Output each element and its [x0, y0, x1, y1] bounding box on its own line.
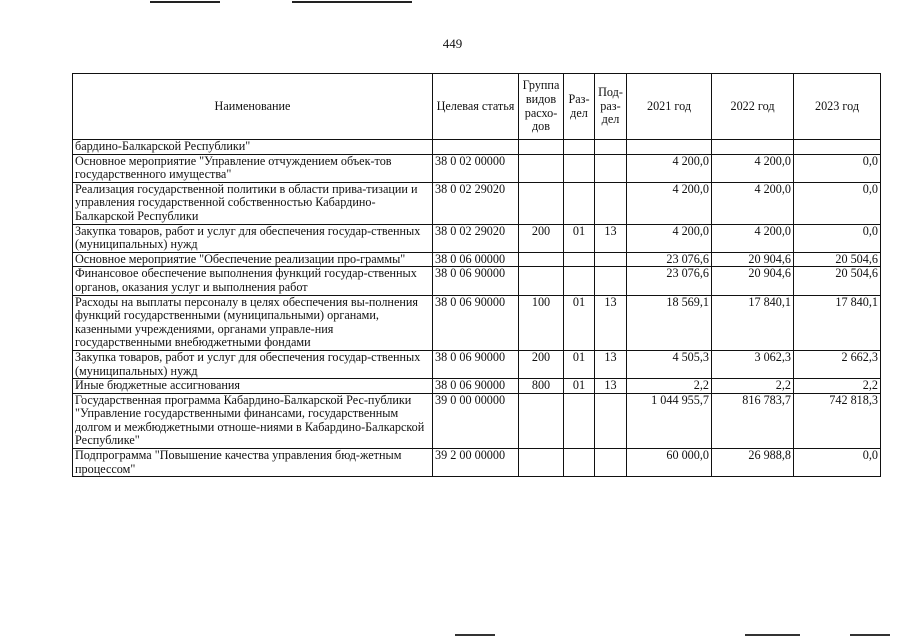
row-name: Финансовое обеспечение выполнения функций государ-ственных органов, оказания услуг и выполнения работ: [73, 267, 433, 295]
row-target-article: 38 0 02 29020: [433, 182, 519, 224]
row-2021: 18 569,1: [627, 295, 712, 350]
row-name: Подпрограмма "Повышение качества управления бюд-жетным процессом": [73, 449, 433, 477]
row-2022: 816 783,7: [712, 393, 794, 448]
row-2023: 0,0: [794, 154, 881, 182]
row-target-article: 38 0 06 90000: [433, 350, 519, 378]
row-name: Реализация государственной политики в области прива-тизации и управления государственной собственностью Кабардино-Балкарской Республики: [73, 182, 433, 224]
row-name: Расходы на выплаты персоналу в целях обеспечения вы-полнения функций государственными (муниципальными) органами, казенными учреждениями, органами управле-ния государственными внебюджетными фондами: [73, 295, 433, 350]
row-2023: 20 504,6: [794, 267, 881, 295]
row-subsection: 13: [595, 350, 627, 378]
header-target-article: Целевая статья: [433, 74, 519, 140]
row-expense-group: [519, 140, 564, 155]
header-expense-group: Группа видов расхо-дов: [519, 74, 564, 140]
row-2022: 20 904,6: [712, 267, 794, 295]
row-expense-group: [519, 267, 564, 295]
header-name: Наименование: [73, 74, 433, 140]
row-2021: 4 505,3: [627, 350, 712, 378]
row-target-article: 39 2 00 00000: [433, 449, 519, 477]
row-2022: 4 200,0: [712, 224, 794, 252]
scan-mark-bottom: [850, 634, 890, 636]
row-2023: 2 662,3: [794, 350, 881, 378]
row-2023: 0,0: [794, 449, 881, 477]
row-2021: 4 200,0: [627, 224, 712, 252]
row-section: 01: [564, 224, 595, 252]
table-row: [73, 393, 881, 448]
row-2023: 0,0: [794, 182, 881, 224]
row-2022: 17 840,1: [712, 295, 794, 350]
row-2021: 60 000,0: [627, 449, 712, 477]
row-subsection: [595, 393, 627, 448]
scan-mark-top-right: [292, 1, 412, 3]
header-section: Раз-дел: [564, 74, 595, 140]
row-2023: 2,2: [794, 379, 881, 394]
row-2023: [794, 140, 881, 155]
row-subsection: 13: [595, 379, 627, 394]
scan-mark-bottom: [455, 634, 495, 636]
row-2023: 742 818,3: [794, 393, 881, 448]
row-section: [564, 267, 595, 295]
header-subsection: Под-раз-дел: [595, 74, 627, 140]
row-name: Иные бюджетные ассигнования: [73, 379, 433, 394]
row-2022: 4 200,0: [712, 182, 794, 224]
row-2022: 4 200,0: [712, 154, 794, 182]
row-expense-group: 100: [519, 295, 564, 350]
row-section: [564, 154, 595, 182]
row-name: Закупка товаров, работ и услуг для обеспечения государ-ственных (муниципальных) нужд: [73, 224, 433, 252]
table-row: [73, 350, 881, 378]
row-name: Основное мероприятие "Управление отчуждением объек-тов государственного имущества": [73, 154, 433, 182]
row-section: [564, 449, 595, 477]
row-expense-group: [519, 393, 564, 448]
row-2022: [712, 140, 794, 155]
row-2023: 20 504,6: [794, 252, 881, 267]
row-section: [564, 182, 595, 224]
row-section: [564, 393, 595, 448]
row-subsection: 13: [595, 224, 627, 252]
header-2022: 2022 год: [712, 74, 794, 140]
scan-mark-top-left: [150, 1, 220, 3]
row-2021: [627, 140, 712, 155]
row-2021: 2,2: [627, 379, 712, 394]
row-target-article: 38 0 06 90000: [433, 379, 519, 394]
page-number: 449: [442, 36, 463, 51]
row-section: 01: [564, 295, 595, 350]
row-2021: 4 200,0: [627, 154, 712, 182]
row-target-article: 38 0 06 00000: [433, 252, 519, 267]
row-subsection: 13: [595, 295, 627, 350]
row-section: 01: [564, 379, 595, 394]
row-name: Закупка товаров, работ и услуг для обеспечения государ-ственных (муниципальных) нужд: [73, 350, 433, 378]
row-2021: 23 076,6: [627, 267, 712, 295]
row-expense-group: [519, 449, 564, 477]
row-target-article: 38 0 06 90000: [433, 295, 519, 350]
scan-mark-bottom: [745, 634, 800, 636]
table-row: [73, 252, 881, 267]
row-section: 01: [564, 350, 595, 378]
table-row: [73, 379, 881, 394]
row-2021: 4 200,0: [627, 182, 712, 224]
table-row: [73, 267, 881, 295]
budget-table: [72, 73, 881, 477]
row-2023: 0,0: [794, 224, 881, 252]
row-subsection: [595, 182, 627, 224]
row-name: бардино-Балкарской Республики": [73, 140, 433, 155]
row-name: Основное мероприятие "Обеспечение реализации про-граммы": [73, 252, 433, 267]
row-target-article: [433, 140, 519, 155]
table-row: [73, 182, 881, 224]
row-expense-group: 200: [519, 224, 564, 252]
row-2022: 3 062,3: [712, 350, 794, 378]
row-target-article: 38 0 02 00000: [433, 154, 519, 182]
table-row: [73, 140, 881, 155]
table-header-row: [73, 74, 881, 140]
row-target-article: 38 0 02 29020: [433, 224, 519, 252]
row-name: Государственная программа Кабардино-Балкарской Рес-публики "Управление государственными финансами, государственным долгом и межбюджетными отноше-ниями в Кабардино-Балкарской Республике": [73, 393, 433, 448]
row-2021: 23 076,6: [627, 252, 712, 267]
row-2022: 2,2: [712, 379, 794, 394]
header-2021: 2021 год: [627, 74, 712, 140]
row-expense-group: 200: [519, 350, 564, 378]
row-2023: 17 840,1: [794, 295, 881, 350]
row-section: [564, 140, 595, 155]
row-target-article: 39 0 00 00000: [433, 393, 519, 448]
table-row: [73, 154, 881, 182]
row-subsection: [595, 252, 627, 267]
table-row: [73, 224, 881, 252]
row-subsection: [595, 154, 627, 182]
row-subsection: [595, 267, 627, 295]
table-row: [73, 449, 881, 477]
row-expense-group: 800: [519, 379, 564, 394]
row-section: [564, 252, 595, 267]
row-expense-group: [519, 154, 564, 182]
header-2023: 2023 год: [794, 74, 881, 140]
row-target-article: 38 0 06 90000: [433, 267, 519, 295]
row-expense-group: [519, 252, 564, 267]
row-2022: 26 988,8: [712, 449, 794, 477]
row-subsection: [595, 140, 627, 155]
row-2022: 20 904,6: [712, 252, 794, 267]
table-row: [73, 295, 881, 350]
row-subsection: [595, 449, 627, 477]
row-expense-group: [519, 182, 564, 224]
row-2021: 1 044 955,7: [627, 393, 712, 448]
